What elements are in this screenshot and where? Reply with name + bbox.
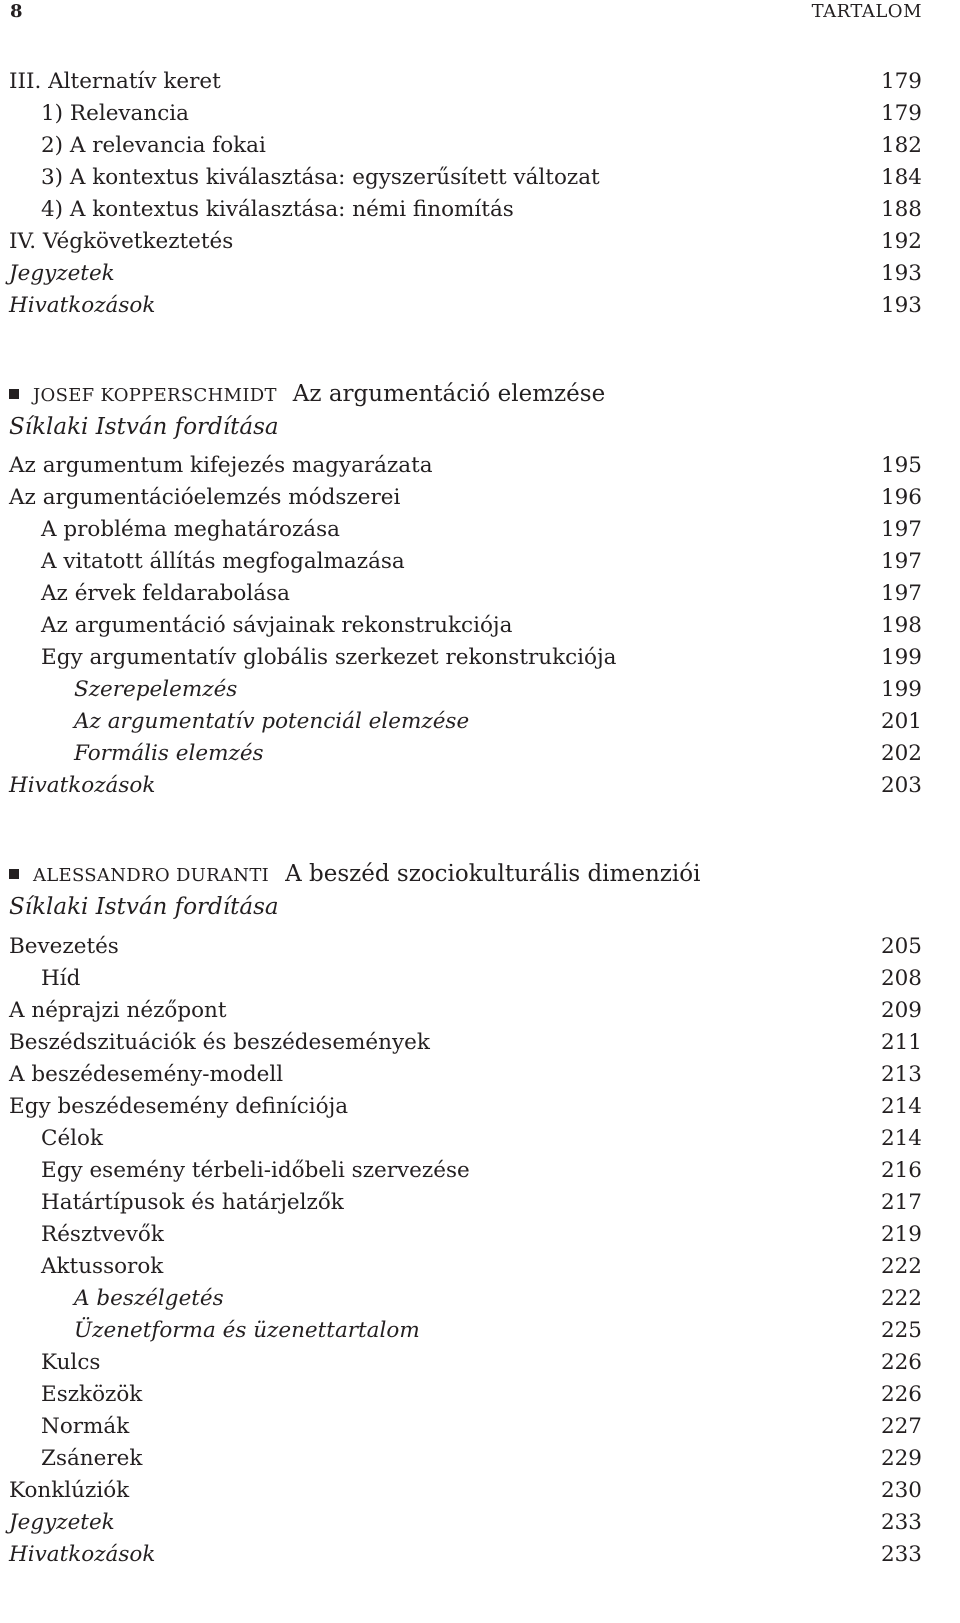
toc-entry xyxy=(9,1091,922,1123)
toc-entry-page: 214 xyxy=(880,1094,922,1119)
toc-entry-page: 179 xyxy=(880,69,922,94)
toc-part-1 xyxy=(9,66,922,322)
toc-entry-page: 202 xyxy=(880,741,922,766)
toc-entry xyxy=(9,450,922,482)
toc-entry-page: 198 xyxy=(880,613,922,638)
page-number: 8 xyxy=(10,1,23,22)
toc-entry xyxy=(9,738,922,770)
toc-entry xyxy=(9,1347,922,1379)
toc-entry xyxy=(9,770,922,802)
toc-entry-page: 225 xyxy=(880,1318,922,1343)
section-heading xyxy=(9,858,922,890)
toc-entry-title: Határtípusok és határjelzők xyxy=(41,1190,344,1215)
toc-entry-title: Egy esemény térbeli-időbeli szervezése xyxy=(41,1158,470,1183)
toc-entry xyxy=(9,1475,922,1507)
toc-entry-page: 197 xyxy=(880,581,922,606)
toc-entry-title: Kulcs xyxy=(41,1350,101,1375)
toc-entry xyxy=(9,1155,922,1187)
toc-entry xyxy=(9,1283,922,1315)
toc-entry-title: Bevezetés xyxy=(9,934,119,959)
toc-entry-title: IV. Végkövetkeztetés xyxy=(9,229,234,254)
section-title: Az argumentáció elemzése xyxy=(292,381,606,407)
toc-entry xyxy=(9,482,922,514)
toc-entry-title: Híd xyxy=(41,966,81,991)
toc-entry-title: Beszédszituációk és beszédesemények xyxy=(9,1030,430,1055)
toc-entry-title: Az érvek feldarabolása xyxy=(41,581,290,606)
translator-credit: Síklaki István fordítása xyxy=(9,414,279,440)
author-name: ALESSANDRO DURANTI xyxy=(33,865,270,886)
toc-entry xyxy=(9,578,922,610)
toc-entry-page: 184 xyxy=(880,165,922,190)
toc-entry-page: 217 xyxy=(880,1190,922,1215)
toc-entry-title: Az argumentációelemzés módszerei xyxy=(9,485,401,510)
toc-entry xyxy=(9,162,922,194)
running-title: TARTALOM xyxy=(811,1,922,22)
toc-entry-page: 213 xyxy=(880,1062,922,1087)
toc-entry xyxy=(9,1251,922,1283)
toc-entry xyxy=(9,98,922,130)
toc-entry-title: III. Alternatív keret xyxy=(9,69,221,94)
section-title: A beszéd szociokulturális dimenziói xyxy=(285,861,701,887)
toc-entry xyxy=(9,1507,922,1539)
toc-entry-page: 197 xyxy=(880,517,922,542)
toc-entry-page: 182 xyxy=(880,133,922,158)
toc-entry-page: 226 xyxy=(880,1382,922,1407)
toc-entry-page: 209 xyxy=(880,998,922,1023)
toc-entry-page: 226 xyxy=(880,1350,922,1375)
toc-entry-page: 233 xyxy=(880,1510,922,1535)
toc-entry-title: Az argumentáció sávjainak rekonstrukciója xyxy=(41,613,513,638)
toc-entry xyxy=(9,674,922,706)
toc-entry xyxy=(9,1059,922,1091)
toc-entry xyxy=(9,66,922,98)
toc-entry xyxy=(9,610,922,642)
toc-entry-page: 197 xyxy=(880,549,922,574)
toc-entry-page: 179 xyxy=(880,101,922,126)
toc-entry-page: 199 xyxy=(880,677,922,702)
toc-entry-page: 208 xyxy=(880,966,922,991)
toc-entry xyxy=(9,931,922,963)
toc-entry-title: Eszközök xyxy=(41,1382,143,1407)
toc-entry-page: 193 xyxy=(880,261,922,286)
toc-entry-title: Hivatkozások xyxy=(9,293,156,318)
toc-entry xyxy=(9,1315,922,1347)
toc-entry-page: 216 xyxy=(880,1158,922,1183)
toc-entry-title: Egy beszédesemény definíciója xyxy=(9,1094,349,1119)
section-kopperschmidt xyxy=(9,378,922,443)
toc-entry-title: A vitatott állítás megfogalmazása xyxy=(41,549,405,574)
toc-entry-title: A beszélgetés xyxy=(74,1286,224,1311)
toc-entry-page: 214 xyxy=(880,1126,922,1151)
toc-section-2 xyxy=(9,450,922,802)
toc-entry-page: 233 xyxy=(880,1542,922,1567)
running-header xyxy=(10,0,922,28)
toc-entry xyxy=(9,226,922,258)
toc-entry xyxy=(9,514,922,546)
toc-entry xyxy=(9,1027,922,1059)
section-duranti xyxy=(9,858,922,923)
toc-entry-title: Résztvevők xyxy=(41,1222,164,1247)
toc-entry-title: Jegyzetek xyxy=(9,1510,115,1535)
toc-entry xyxy=(9,194,922,226)
toc-entry-title: Hivatkozások xyxy=(9,1542,156,1567)
toc-entry-title: Célok xyxy=(41,1126,104,1151)
toc-entry xyxy=(9,1379,922,1411)
toc-entry xyxy=(9,290,922,322)
toc-entry-title: Formális elemzés xyxy=(74,741,264,766)
toc-entry-page: 203 xyxy=(880,773,922,798)
toc-entry-page: 219 xyxy=(880,1222,922,1247)
toc-entry xyxy=(9,258,922,290)
toc-entry-page: 195 xyxy=(880,453,922,478)
toc-entry-page: 230 xyxy=(880,1478,922,1503)
toc-entry-page: 192 xyxy=(880,229,922,254)
toc-entry xyxy=(9,1443,922,1475)
toc-entry xyxy=(9,1411,922,1443)
toc-entry-page: 227 xyxy=(880,1414,922,1439)
toc-entry xyxy=(9,1123,922,1155)
toc-entry-page: 211 xyxy=(880,1030,922,1055)
toc-entry-page: 188 xyxy=(880,197,922,222)
author-name: JOSEF KOPPERSCHMIDT xyxy=(33,385,277,406)
toc-entry xyxy=(9,546,922,578)
toc-entry-page: 196 xyxy=(880,485,922,510)
toc-entry-title: Az argumentum kifejezés magyarázata xyxy=(9,453,433,478)
toc-entry-title: 1) Relevancia xyxy=(41,101,189,126)
toc-entry xyxy=(9,1219,922,1251)
toc-entry-page: 222 xyxy=(880,1254,922,1279)
toc-entry-title: A probléma meghatározása xyxy=(41,517,340,542)
toc-entry-title: Aktussorok xyxy=(41,1254,164,1279)
translator-credit: Síklaki István fordítása xyxy=(9,894,279,920)
bullet-square-icon xyxy=(9,869,19,879)
toc-entry-page: 222 xyxy=(880,1286,922,1311)
toc-entry-title: Szerepelemzés xyxy=(74,677,238,702)
toc-entry-page: 229 xyxy=(880,1446,922,1471)
toc-entry-title: Egy argumentatív globális szerkezet rekonstrukciója xyxy=(41,645,617,670)
toc-entry xyxy=(9,1187,922,1219)
toc-entry xyxy=(9,963,922,995)
toc-entry-page: 201 xyxy=(880,709,922,734)
toc-entry xyxy=(9,642,922,674)
toc-entry-title: Jegyzetek xyxy=(9,261,115,286)
bullet-square-icon xyxy=(9,389,19,399)
toc-entry-title: 3) A kontextus kiválasztása: egyszerűsített változat xyxy=(41,165,600,190)
toc-entry-title: Az argumentatív potenciál elemzése xyxy=(74,709,470,734)
toc-entry xyxy=(9,130,922,162)
toc-entry-title: Üzenetforma és üzenettartalom xyxy=(74,1318,420,1343)
toc-entry-title: 4) A kontextus kiválasztása: némi finomítás xyxy=(41,197,514,222)
toc-entry xyxy=(9,706,922,738)
section-heading xyxy=(9,378,922,410)
toc-entry-title: 2) A relevancia fokai xyxy=(41,133,266,158)
toc-entry-title: Hivatkozások xyxy=(9,773,156,798)
toc-entry-title: A néprajzi nézőpont xyxy=(9,998,227,1023)
toc-entry-title: Konklúziók xyxy=(9,1478,130,1503)
toc-entry xyxy=(9,995,922,1027)
toc-entry-title: Normák xyxy=(41,1414,130,1439)
toc-entry-page: 199 xyxy=(880,645,922,670)
toc-entry-title: A beszédesemény-modell xyxy=(9,1062,284,1087)
toc-entry-page: 205 xyxy=(880,934,922,959)
toc-entry-page: 193 xyxy=(880,293,922,318)
toc-section-3 xyxy=(9,931,922,1571)
toc-entry-title: Zsánerek xyxy=(41,1446,143,1471)
toc-entry xyxy=(9,1539,922,1571)
